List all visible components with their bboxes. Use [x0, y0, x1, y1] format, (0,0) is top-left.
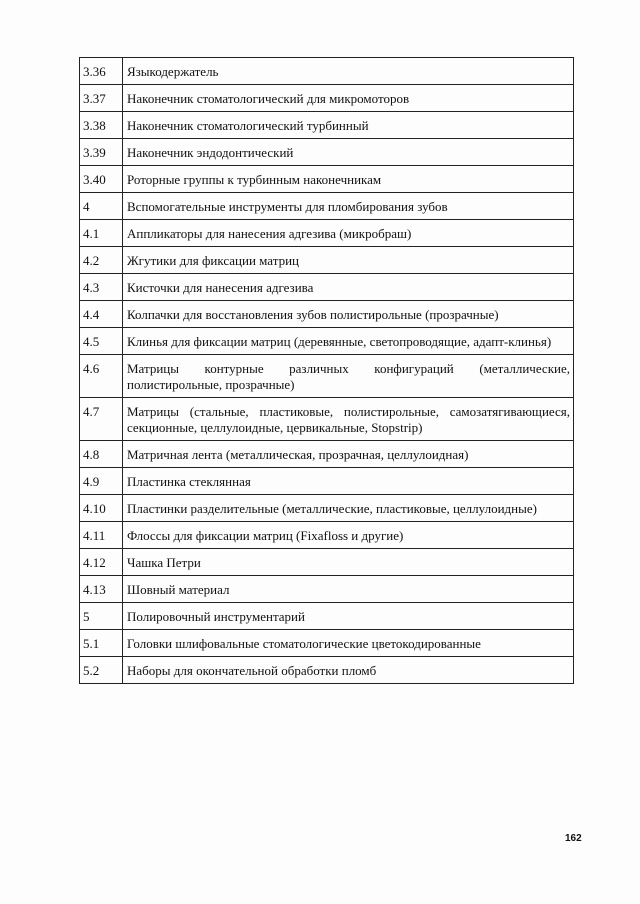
- row-text: Роторные группы к турбинным наконечникам: [123, 166, 574, 193]
- table-row: [80, 112, 574, 139]
- row-number: 3.39: [80, 139, 123, 166]
- row-text: Пластинки разделительные (металлические, пластиковые, целлулоидные): [123, 495, 574, 522]
- table-row: [80, 657, 574, 684]
- row-number: 5.1: [80, 630, 123, 657]
- row-number: 4.2: [80, 247, 123, 274]
- table-row: [80, 328, 574, 355]
- table-row: [80, 220, 574, 247]
- row-text: Аппликаторы для нанесения адгезива (микробраш): [123, 220, 574, 247]
- page-number: 162: [565, 833, 582, 844]
- row-text: Наконечник эндодонтический: [123, 139, 574, 166]
- row-text: Головки шлифовальные стоматологические цветокодированные: [123, 630, 574, 657]
- row-number: 4.8: [80, 441, 123, 468]
- row-number: 4.12: [80, 549, 123, 576]
- table-row: [80, 58, 574, 85]
- row-number: 3.40: [80, 166, 123, 193]
- row-number: 4.11: [80, 522, 123, 549]
- table-row: [80, 603, 574, 630]
- table-row: [80, 274, 574, 301]
- row-text: Языкодержатель: [123, 58, 574, 85]
- table-row: [80, 522, 574, 549]
- row-text: Матрицы контурные различных конфигураций (металлические, полистирольные, прозрачные): [123, 355, 574, 398]
- row-number: 4: [80, 193, 123, 220]
- row-number: 3.37: [80, 85, 123, 112]
- row-text: Наконечник стоматологический для микромоторов: [123, 85, 574, 112]
- row-number: 3.38: [80, 112, 123, 139]
- row-text: Вспомогательные инструменты для пломбирования зубов: [123, 193, 574, 220]
- table-row: [80, 441, 574, 468]
- row-text: Чашка Петри: [123, 549, 574, 576]
- row-number: 5: [80, 603, 123, 630]
- row-text: Кисточки для нанесения адгезива: [123, 274, 574, 301]
- row-text: Колпачки для восстановления зубов полистирольные (прозрачные): [123, 301, 574, 328]
- table-row: [80, 398, 574, 441]
- row-number: 4.4: [80, 301, 123, 328]
- table-row: [80, 355, 574, 398]
- table-row: [80, 549, 574, 576]
- row-text: Пластинка стеклянная: [123, 468, 574, 495]
- row-number: 4.7: [80, 398, 123, 441]
- table-row: [80, 301, 574, 328]
- row-text: Жгутики для фиксации матриц: [123, 247, 574, 274]
- table-row: [80, 468, 574, 495]
- row-number: 4.10: [80, 495, 123, 522]
- table-row: [80, 166, 574, 193]
- table-row: [80, 576, 574, 603]
- row-text: Клинья для фиксации матриц (деревянные, светопроводящие, адапт-клинья): [123, 328, 574, 355]
- row-number: 4.6: [80, 355, 123, 398]
- row-number: 4.13: [80, 576, 123, 603]
- row-number: 4.3: [80, 274, 123, 301]
- table-row: [80, 85, 574, 112]
- row-text: Матричная лента (металлическая, прозрачная, целлулоидная): [123, 441, 574, 468]
- row-text: Матрицы (стальные, пластиковые, полистирольные, самозатягивающиеся, секционные, целлулоидные, цервикальные, Stopstrip): [123, 398, 574, 441]
- row-number: 3.36: [80, 58, 123, 85]
- table-row: [80, 630, 574, 657]
- table-row: [80, 193, 574, 220]
- table-row: [80, 495, 574, 522]
- row-number: 5.2: [80, 657, 123, 684]
- instrument-list-table: [79, 57, 574, 684]
- row-text: Шовный материал: [123, 576, 574, 603]
- row-text: Полировочный инструментарий: [123, 603, 574, 630]
- table-row: [80, 247, 574, 274]
- row-text: Наконечник стоматологический турбинный: [123, 112, 574, 139]
- table-row: [80, 139, 574, 166]
- row-number: 4.9: [80, 468, 123, 495]
- row-number: 4.5: [80, 328, 123, 355]
- row-number: 4.1: [80, 220, 123, 247]
- row-text: Наборы для окончательной обработки пломб: [123, 657, 574, 684]
- row-text: Флоссы для фиксации матриц (Fixafloss и другие): [123, 522, 574, 549]
